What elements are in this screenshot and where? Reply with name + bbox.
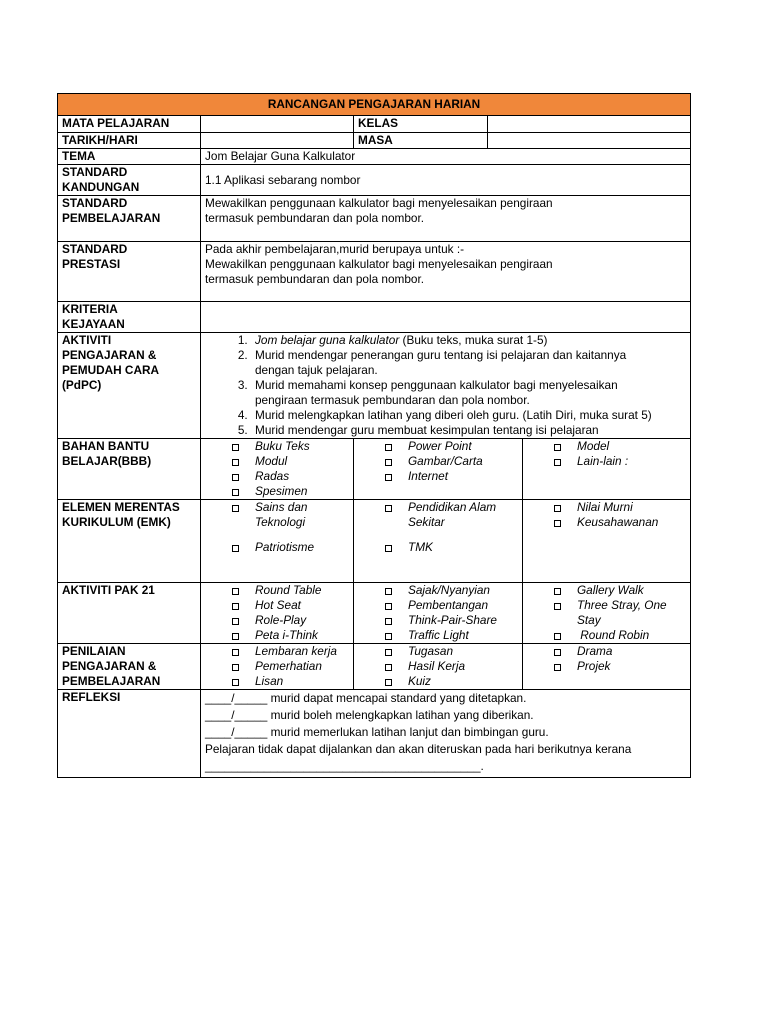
checkbox-item[interactable]: Gambar/Carta (358, 454, 518, 469)
emk-col-3 (523, 500, 691, 583)
label-kelas: KELAS (354, 116, 488, 133)
checkbox-item[interactable]: Drama (527, 644, 686, 659)
kriteria-kejayaan-field[interactable] (201, 302, 691, 333)
checkbox-item[interactable]: Power Point (358, 439, 518, 454)
checkbox-item[interactable]: Nilai Murni (527, 500, 686, 515)
checkbox-item[interactable]: Gallery Walk (527, 583, 686, 598)
text-line: ____/_____ murid memerlukan latihan lanjut dan bimbingan guru. (205, 725, 549, 739)
pak21-col-3 (523, 583, 691, 644)
list-item: 5. Murid mendengar guru membuat kesimpulan tentang isi pelajaran (251, 423, 686, 438)
label-line: PRESTASI (62, 257, 121, 271)
text-line: Pada akhir pembelajaran,murid berupaya untuk :- (205, 242, 465, 256)
checkbox-item[interactable] (205, 500, 349, 530)
checkbox-list (527, 500, 686, 530)
lesson-plan-table (57, 93, 691, 778)
checkbox-item[interactable]: Tugasan (358, 644, 518, 659)
label-standard-prestasi (58, 242, 201, 302)
checkbox-item[interactable]: Modul (205, 454, 349, 469)
label-line: STANDARD (62, 242, 128, 256)
aktiviti-list (205, 333, 686, 438)
text-line: Stay (577, 613, 601, 627)
label-kriteria-kejayaan (58, 302, 201, 333)
text-line: Sains dan (255, 500, 308, 514)
checkbox-list (205, 500, 349, 555)
label-line: (PdPC) (62, 378, 102, 392)
checkbox-item[interactable]: Peta i-Think (205, 628, 349, 643)
checkbox-list (358, 500, 518, 555)
label-standard-pembelajaran (58, 196, 201, 242)
checkbox-item[interactable]: Patriotisme (205, 540, 349, 555)
text-line: Three Stray, One (577, 598, 667, 612)
aktiviti-list-cell (201, 333, 691, 439)
label-aktiviti (58, 333, 201, 439)
penilaian-col-1 (201, 644, 354, 690)
label-line: BELAJAR(BBB) (62, 454, 152, 468)
checkbox-item[interactable] (527, 598, 686, 628)
standard-kandungan-value: 1.1 Aplikasi sebarang nombor (201, 165, 691, 196)
label-line: PEMBELAJARAN (62, 674, 161, 688)
checkbox-list (358, 644, 518, 689)
text-line: Teknologi (255, 515, 306, 529)
checkbox-item[interactable]: Sajak/Nyanyian (358, 583, 518, 598)
label-line: PENILAIAN (62, 644, 126, 658)
text-line: __________________________________________. (205, 759, 484, 773)
label-emk (58, 500, 201, 583)
checkbox-list (358, 583, 518, 643)
text-line: Pendidikan Alam (408, 500, 497, 514)
table-title: RANCANGAN PENGAJARAN HARIAN (58, 94, 691, 116)
list-item: 4. Murid melengkapkan latihan yang diberi oleh guru. (Latih Diri, muka surat 5) (251, 408, 686, 423)
checkbox-item[interactable]: Role-Play (205, 613, 349, 628)
checkbox-item[interactable]: Lain-lain : (527, 454, 686, 469)
emk-col-1 (201, 500, 354, 583)
label-line: KEJAYAAN (62, 317, 125, 331)
label-tema: TEMA (58, 149, 201, 165)
standard-prestasi-value (201, 242, 691, 302)
bbb-col-3 (523, 439, 691, 500)
text-line: dengan tajuk pelajaran. (255, 363, 378, 377)
text-line: Pelajaran tidak dapat dijalankan dan akan diteruskan pada hari berikutnya kerana (205, 742, 632, 756)
kelas-field[interactable] (488, 116, 691, 133)
list-item (251, 378, 686, 408)
checkbox-item[interactable]: Lisan (205, 674, 349, 689)
label-line: KRITERIA (62, 302, 118, 316)
checkbox-item[interactable]: Keusahawanan (527, 515, 686, 530)
text-line: Sekitar (408, 515, 445, 529)
checkbox-item[interactable]: TMK (358, 540, 518, 555)
label-mata-pelajaran: MATA PELAJARAN (58, 116, 201, 133)
checkbox-item[interactable]: Projek (527, 659, 686, 674)
bbb-col-2 (354, 439, 523, 500)
checkbox-item[interactable] (358, 500, 518, 530)
penilaian-col-3 (523, 644, 691, 690)
label-tarikh-hari: TARIKH/HARI (58, 133, 201, 149)
checkbox-item[interactable]: Traffic Light (358, 628, 518, 643)
label-refleksi: REFLEKSI (58, 690, 201, 778)
checkbox-item[interactable]: Internet (358, 469, 518, 484)
checkbox-item[interactable]: Round Table (205, 583, 349, 598)
label-line: AKTIVITI (62, 333, 112, 347)
tema-value: Jom Belajar Guna Kalkulator (201, 149, 691, 165)
emk-col-2 (354, 500, 523, 583)
text-line: pengiraan termasuk pembundaran dan pola nombor. (255, 393, 530, 407)
list-item-italic: Jom belajar guna kalkulator (255, 333, 400, 347)
bbb-col-1 (201, 439, 354, 500)
checkbox-item[interactable]: Lembaran kerja (205, 644, 349, 659)
pak21-col-2 (354, 583, 523, 644)
label-bbb (58, 439, 201, 500)
checkbox-list (205, 583, 349, 643)
checkbox-item[interactable]: Pemerhatian (205, 659, 349, 674)
list-item-text: (Buku teks, muka surat 1-5) (399, 333, 548, 347)
text-line: ____/_____ murid boleh melengkapkan latihan yang diberikan. (205, 708, 534, 722)
checkbox-item[interactable]: Model (527, 439, 686, 454)
label-line: STANDARD (62, 196, 128, 210)
text-line: termasuk pembundaran dan pola nombor. (205, 211, 425, 225)
label-line: KURIKULUM (EMK) (62, 515, 171, 529)
text-line: Mewakilkan penggunaan kalkulator bagi menyelesaikan pengiraan (205, 196, 553, 210)
label-line: PEMUDAH CARA (62, 363, 159, 377)
checkbox-item[interactable]: Radas (205, 469, 349, 484)
standard-pembelajaran-value (201, 196, 691, 242)
checkbox-list (358, 439, 518, 484)
mata-pelajaran-field[interactable] (201, 116, 354, 133)
text-line: termasuk pembundaran dan pola nombor. (205, 272, 425, 286)
pak21-col-1 (201, 583, 354, 644)
label-line: BAHAN BANTU (62, 439, 150, 453)
label-line: STANDARD (62, 165, 128, 179)
refleksi-value (201, 690, 691, 778)
checkbox-item[interactable]: Kuiz (358, 674, 518, 689)
checkbox-item[interactable]: Round Robin (527, 628, 686, 643)
label-line: PENGAJARAN & (62, 659, 157, 673)
label-masa: MASA (354, 133, 488, 149)
list-item (251, 348, 686, 378)
label-line: PEMBELAJARAN (62, 211, 161, 225)
checkbox-list (205, 439, 349, 499)
text-line: 2. Murid mendengar penerangan guru tentang isi pelajaran dan kaitannya (255, 348, 627, 362)
checkbox-item[interactable]: Buku Teks (205, 439, 349, 454)
label-line: PENGAJARAN & (62, 348, 157, 362)
text-line: ____/_____ murid dapat mencapai standard yang ditetapkan. (205, 691, 527, 705)
checkbox-item[interactable]: Pembentangan (358, 598, 518, 613)
text-line: 3. Murid memahami konsep penggunaan kalkulator bagi menyelesaikan (255, 378, 618, 392)
label-pak21: AKTIVITI PAK 21 (58, 583, 201, 644)
checkbox-list (205, 644, 349, 689)
checkbox-item[interactable]: Hasil Kerja (358, 659, 518, 674)
list-item (251, 333, 686, 348)
label-line: ELEMEN MERENTAS (62, 500, 180, 514)
label-standard-kandungan (58, 165, 201, 196)
checkbox-list (527, 583, 686, 643)
tarikh-hari-field[interactable] (201, 133, 354, 149)
checkbox-list (527, 644, 686, 674)
label-line: KANDUNGAN (62, 180, 140, 194)
penilaian-col-2 (354, 644, 523, 690)
checkbox-list (527, 439, 686, 469)
checkbox-item[interactable]: Think-Pair-Share (358, 613, 518, 628)
label-penilaian (58, 644, 201, 690)
text-line: Mewakilkan penggunaan kalkulator bagi menyelesaikan pengiraan (205, 257, 553, 271)
checkbox-item[interactable]: Spesimen (205, 484, 349, 499)
checkbox-item[interactable]: Hot Seat (205, 598, 349, 613)
masa-field[interactable] (488, 133, 691, 149)
